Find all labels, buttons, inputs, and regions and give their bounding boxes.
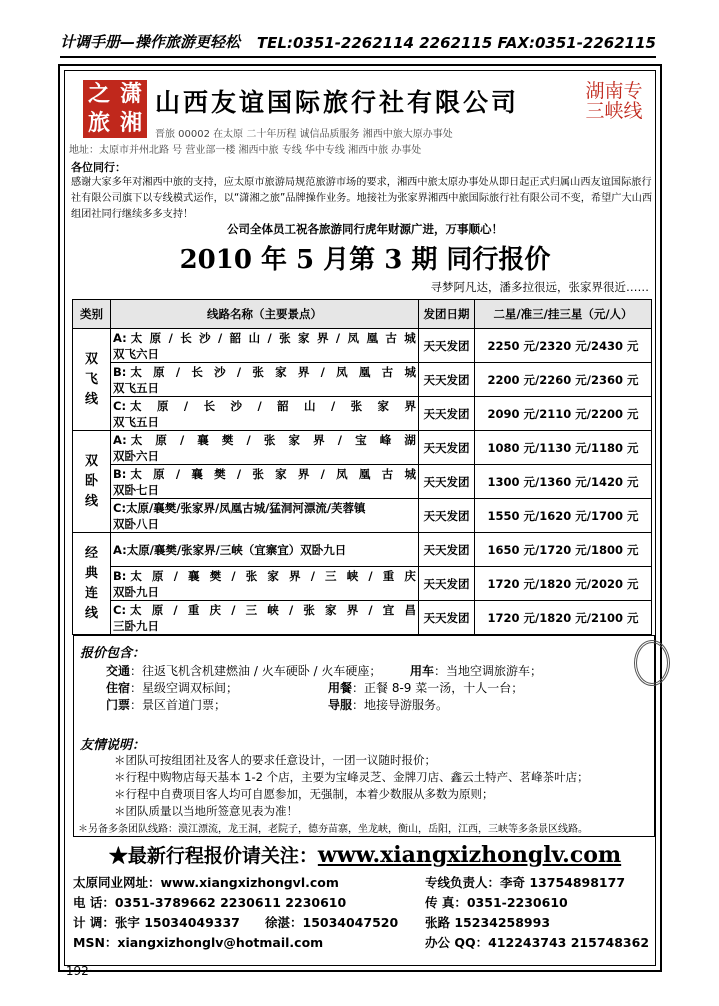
price-cell: 2200 元/2260 元/2360 元	[475, 363, 652, 397]
contact-qq: 办公 QQ：412243743 215748362	[425, 935, 650, 950]
route-word: 城	[404, 466, 416, 481]
route-word: 韶	[277, 398, 289, 413]
route-word: 古	[381, 466, 394, 481]
company-caption: 晋旅 00002 在太原 二十年历程 诚信品质服务 湘西中旅大原办事处	[155, 129, 453, 140]
route-word: 原	[153, 364, 165, 379]
route-word: 原	[152, 568, 164, 583]
route-word: /	[173, 568, 178, 583]
route-word: 宜	[382, 602, 395, 617]
route-word: 庆	[209, 602, 221, 617]
category-char: 经	[84, 545, 98, 561]
table-row	[73, 329, 652, 363]
route-word: 张	[252, 364, 264, 379]
includes-transport: 交通：往返飞机含机建燃油 / 火车硬卧 / 火车硬座；	[106, 664, 382, 678]
route-duration: 双飞五日	[113, 414, 159, 429]
route-word: 凤	[347, 330, 360, 345]
route-duration: 双飞五日	[113, 380, 159, 395]
route-word: 张	[350, 398, 363, 413]
seal-text: 线	[623, 100, 643, 122]
company-name: 山西友谊国际旅行社有限公司	[155, 88, 520, 117]
price-cell: 1080 元/1130 元/1180 元	[475, 431, 652, 465]
price-table-body	[73, 329, 652, 635]
route-word: 樊	[209, 568, 222, 583]
info-box	[73, 635, 655, 837]
route-word: 原	[151, 602, 164, 617]
table-row	[73, 499, 652, 533]
page-title: 2010 年 5 月第 3 期 同行报价	[179, 245, 551, 275]
col-category: 类别	[73, 300, 111, 329]
includes-guide: 导服：地接导游服务。	[328, 698, 449, 712]
route-word: 韶	[229, 330, 242, 345]
category-char: 线	[84, 605, 98, 621]
category-cell	[73, 431, 111, 533]
date-cell: 天天发团	[419, 533, 475, 567]
route-word: 凰	[366, 330, 378, 345]
route-word: 张	[245, 568, 258, 583]
route-word: /	[257, 398, 262, 413]
category-char: 线	[84, 391, 98, 407]
greeting-body: 感谢大家多年对湘西中旅的支持，应太原市旅游局规范旅游市场的要求，湘西中旅太原办事处从即日起正式归属山西友谊国际旅行社有限公司旗下以专线模式运作，以“潇湘之旅”品牌操作业务。地接社为张家界湘西中旅国际旅行社有限公司不变，希望广大山西组团社同行继续多多支持！	[71, 177, 653, 220]
route-word: 峡	[267, 602, 279, 617]
route-word: 家	[267, 568, 279, 583]
route-word: /	[175, 466, 181, 481]
route-cell	[111, 431, 419, 465]
route-word: /	[183, 398, 189, 413]
route-word: 张	[263, 432, 276, 447]
route-word: /	[330, 398, 336, 413]
route-word: A: 太	[113, 330, 143, 345]
category-cell	[73, 329, 111, 431]
price-cell: 2090 元/2110 元/2200 元	[475, 397, 652, 431]
route-word: /	[173, 602, 178, 617]
route-word: 原	[155, 432, 167, 447]
category-char: 典	[84, 565, 98, 581]
price-cell: 2250 元/2320 元/2430 元	[475, 329, 652, 363]
route-word: 三	[245, 602, 258, 617]
logo-char: 湘	[119, 110, 142, 136]
table-row	[73, 465, 652, 499]
route-word: C: 太	[113, 602, 142, 617]
route-duration: 双卧八日	[113, 516, 159, 531]
route-cell	[111, 499, 419, 533]
category-cell	[73, 533, 111, 635]
includes-ticket: 门票：景区首道门票；	[106, 698, 227, 712]
route-cell	[111, 601, 419, 635]
route-cell	[111, 465, 419, 499]
route-duration: 三卧九日	[113, 618, 159, 633]
contact-op1: 计 调：张宇 15034049337	[73, 915, 240, 930]
route-word: 城	[404, 330, 416, 345]
route-word: 庆	[404, 568, 416, 583]
category-char: 连	[84, 585, 98, 601]
route-word: 界	[297, 364, 310, 379]
route-word: 原	[149, 330, 162, 345]
price-cell: 1650 元/1720 元/1800 元	[475, 533, 652, 567]
category-char: 双	[84, 453, 98, 469]
route-word: 家	[275, 364, 287, 379]
route-word: 界	[313, 432, 325, 447]
seal-text: 三峡	[585, 100, 624, 122]
price-table	[72, 299, 652, 635]
category-char: 飞	[84, 371, 98, 387]
date-cell: 天天发团	[419, 363, 475, 397]
route-word: 家	[298, 330, 310, 345]
date-cell: 天天发团	[419, 567, 475, 601]
route-word: B: 太	[113, 364, 142, 379]
tips-title: 友情说明：	[80, 738, 146, 753]
follow-line	[65, 841, 665, 868]
route-word: 峰	[379, 432, 392, 447]
route-word: 沙	[230, 398, 242, 413]
category-char: 线	[84, 493, 98, 509]
header-left: 计调手册—操作旅游更轻松	[60, 33, 241, 51]
route-word: A:太原/襄樊/张家界/三峡（宜寨宜）双卧九日	[113, 542, 347, 557]
brand-logo	[83, 80, 147, 138]
route-word: 襄	[191, 466, 203, 481]
route-word: /	[175, 364, 181, 379]
route-word: 樊	[221, 432, 234, 447]
route-word: /	[168, 330, 173, 345]
route-word: /	[288, 602, 294, 617]
category-char: 双	[84, 351, 98, 367]
side-seal	[575, 81, 653, 121]
route-word: 古	[381, 364, 394, 379]
route-word: /	[320, 364, 325, 379]
col-price: 二星/准三/挂三星（元/人）	[475, 300, 652, 329]
route-word: /	[231, 568, 236, 583]
header-right: TEL:0351-2262114 2262115 FAX:0351-2262115	[256, 34, 656, 52]
route-word: B: 太	[113, 466, 142, 481]
route-word: 山	[248, 330, 261, 345]
route-word: 峡	[346, 568, 359, 583]
route-word: 樊	[214, 466, 226, 481]
route-word: /	[236, 364, 242, 379]
route-word: 张	[252, 466, 264, 481]
logo-char: 旅	[87, 110, 110, 136]
route-word: 长	[180, 330, 192, 345]
contact-op3: 张路 15234258993	[425, 915, 551, 930]
route-word: 凤	[336, 364, 348, 379]
contact-manager: 专线负责人：李奇 13754898177	[425, 875, 626, 890]
greeting-title: 各位同行：	[71, 161, 126, 174]
route-word: /	[368, 602, 373, 617]
route-word: 界	[346, 602, 359, 617]
follow-url-link[interactable]: www.xiangxizhonglv.com	[317, 842, 622, 868]
route-word: 城	[404, 364, 416, 379]
seal-text: 湖南	[585, 80, 624, 102]
route-word: /	[320, 466, 325, 481]
route-word: 古	[385, 330, 397, 345]
header-rule	[60, 56, 656, 58]
includes-meal: 用餐：正餐 8-9 菜一汤，十人一台；	[328, 681, 524, 695]
route-word: 山	[304, 398, 316, 413]
logo-char: 之	[87, 81, 110, 107]
category-char: 卧	[84, 473, 98, 489]
wish-text: 公司全体员工祝各旅游同行虎年财源广进，万事顺心！	[227, 222, 503, 236]
route-word: 家	[377, 398, 390, 413]
route-cell	[111, 567, 419, 601]
tip-item: ＊行程中自费项目客人均可自愿参加，无强制，本着少数服从多数为原则；	[114, 787, 494, 801]
includes-car: 用车：当地空调旅游车；	[410, 664, 543, 678]
route-cell	[111, 397, 419, 431]
contact-web: 太原同业网址：www.xiangxizhongvl.com	[73, 875, 339, 890]
includes-title: 报价包含：	[80, 646, 146, 661]
route-word: 襄	[188, 568, 200, 583]
route-word: 沙	[199, 330, 211, 345]
route-word: 沙	[214, 364, 226, 379]
route-duration: 双卧七日	[113, 482, 159, 497]
price-cell: 1300 元/1360 元/1420 元	[475, 465, 652, 499]
route-word: /	[368, 568, 373, 583]
contact-fax: 传 真：0351-2230610	[425, 895, 568, 910]
page-header	[60, 34, 656, 52]
tip-extra: ＊另备多条团队线路：漠江漂流，龙王洞，老院子，德夯苗寨，坐龙峡，衡山，岳阳，江西，三峡等多条景区线路。	[78, 824, 588, 835]
route-cell	[111, 533, 419, 567]
route-word: 张	[279, 330, 291, 345]
follow-text: ★最新行程报价请关注：	[108, 845, 318, 867]
table-row	[73, 431, 652, 465]
route-word: 长	[203, 398, 216, 413]
route-word: /	[231, 602, 236, 617]
route-word: 张	[303, 602, 315, 617]
route-word: C:太原/襄樊/张家界/凤凰古城/猛洞河漂流/芙蓉镇	[113, 500, 366, 515]
route-word: 湖	[404, 432, 416, 447]
route-cell	[111, 363, 419, 397]
route-word: /	[310, 568, 315, 583]
ornament-icon	[634, 640, 670, 686]
route-duration: 双飞六日	[113, 346, 159, 361]
company-address: 地址：太原市并州北路 号 营业部一楼 湘西中旅 专线 华中专线 湘西中旅 办事处	[69, 145, 422, 156]
route-word: 三	[325, 568, 337, 583]
route-word: 长	[191, 364, 203, 379]
table-row	[73, 567, 652, 601]
route-word: B: 太	[113, 568, 142, 583]
route-word: /	[218, 330, 223, 345]
tip-item: ＊行程中购物店每天基本 1-2 个店，主要为宝峰灵芝、金牌刀店、鑫云土特产、茗峰茶叶店；	[114, 770, 589, 784]
date-cell: 天天发团	[419, 601, 475, 635]
route-word: 重	[382, 568, 395, 583]
date-cell: 天天发团	[419, 499, 475, 533]
route-word: 界	[297, 466, 310, 481]
date-cell: 天天发团	[419, 431, 475, 465]
route-word: 家	[325, 602, 337, 617]
route-word: A: 太	[113, 432, 143, 447]
table-row	[73, 363, 652, 397]
contact-op2: 徐湛：15034047520	[265, 915, 399, 930]
seal-text: 专	[623, 80, 643, 102]
route-word: 家	[288, 432, 300, 447]
price-cell: 1550 元/1620 元/1700 元	[475, 499, 652, 533]
col-date: 发团日期	[419, 300, 475, 329]
slogan: 寻梦阿凡达，潘多拉很远，张家界很近……	[430, 280, 649, 294]
route-word: 原	[153, 466, 165, 481]
route-word: 宝	[355, 432, 367, 447]
route-word: /	[179, 432, 185, 447]
route-word: 原	[156, 398, 169, 413]
route-word: /	[267, 330, 272, 345]
flyer-inner	[64, 70, 656, 966]
route-word: /	[246, 432, 251, 447]
route-word: /	[337, 432, 342, 447]
route-word: 襄	[197, 432, 209, 447]
price-cell: 1720 元/1820 元/2100 元	[475, 601, 652, 635]
contact-phone: 电 话：0351-3789662 2230611 2230610	[73, 895, 347, 910]
route-word: 凰	[358, 364, 371, 379]
route-word: 家	[275, 466, 287, 481]
route-duration: 双卧六日	[113, 448, 159, 463]
route-word: /	[236, 466, 242, 481]
tip-item: ＊团队可按组团社及客人的要求任意设计，一团一议随时报价；	[114, 753, 436, 767]
table-row	[73, 601, 652, 635]
route-word: /	[335, 330, 341, 345]
price-cell: 1720 元/1820 元/2020 元	[475, 567, 652, 601]
route-word: 界	[404, 398, 416, 413]
col-route: 线路名称（主要景点）	[111, 300, 419, 329]
contact-msn: MSN：xiangxizhonglv@hotmail.com	[73, 935, 324, 950]
table-row	[73, 533, 652, 567]
route-duration: 双卧九日	[113, 584, 159, 599]
tip-item: ＊团队质量以当地所签意见表为准！	[114, 804, 298, 818]
route-word: 昌	[404, 602, 416, 617]
date-cell: 天天发团	[419, 465, 475, 499]
table-row	[73, 397, 652, 431]
page-number: ·192·	[62, 964, 93, 978]
logo-char: 潇	[119, 81, 142, 107]
flyer-frame	[58, 64, 662, 972]
route-word: 凤	[336, 466, 348, 481]
route-word: 凰	[358, 466, 371, 481]
route-word: 重	[187, 602, 200, 617]
route-word: 界	[289, 568, 301, 583]
route-word: C: 太	[113, 398, 142, 413]
date-cell: 天天发团	[419, 397, 475, 431]
date-cell: 天天发团	[419, 329, 475, 363]
route-cell	[111, 329, 419, 363]
route-word: 界	[316, 330, 329, 345]
includes-hotel: 住宿：星级空调双标间；	[106, 681, 239, 695]
